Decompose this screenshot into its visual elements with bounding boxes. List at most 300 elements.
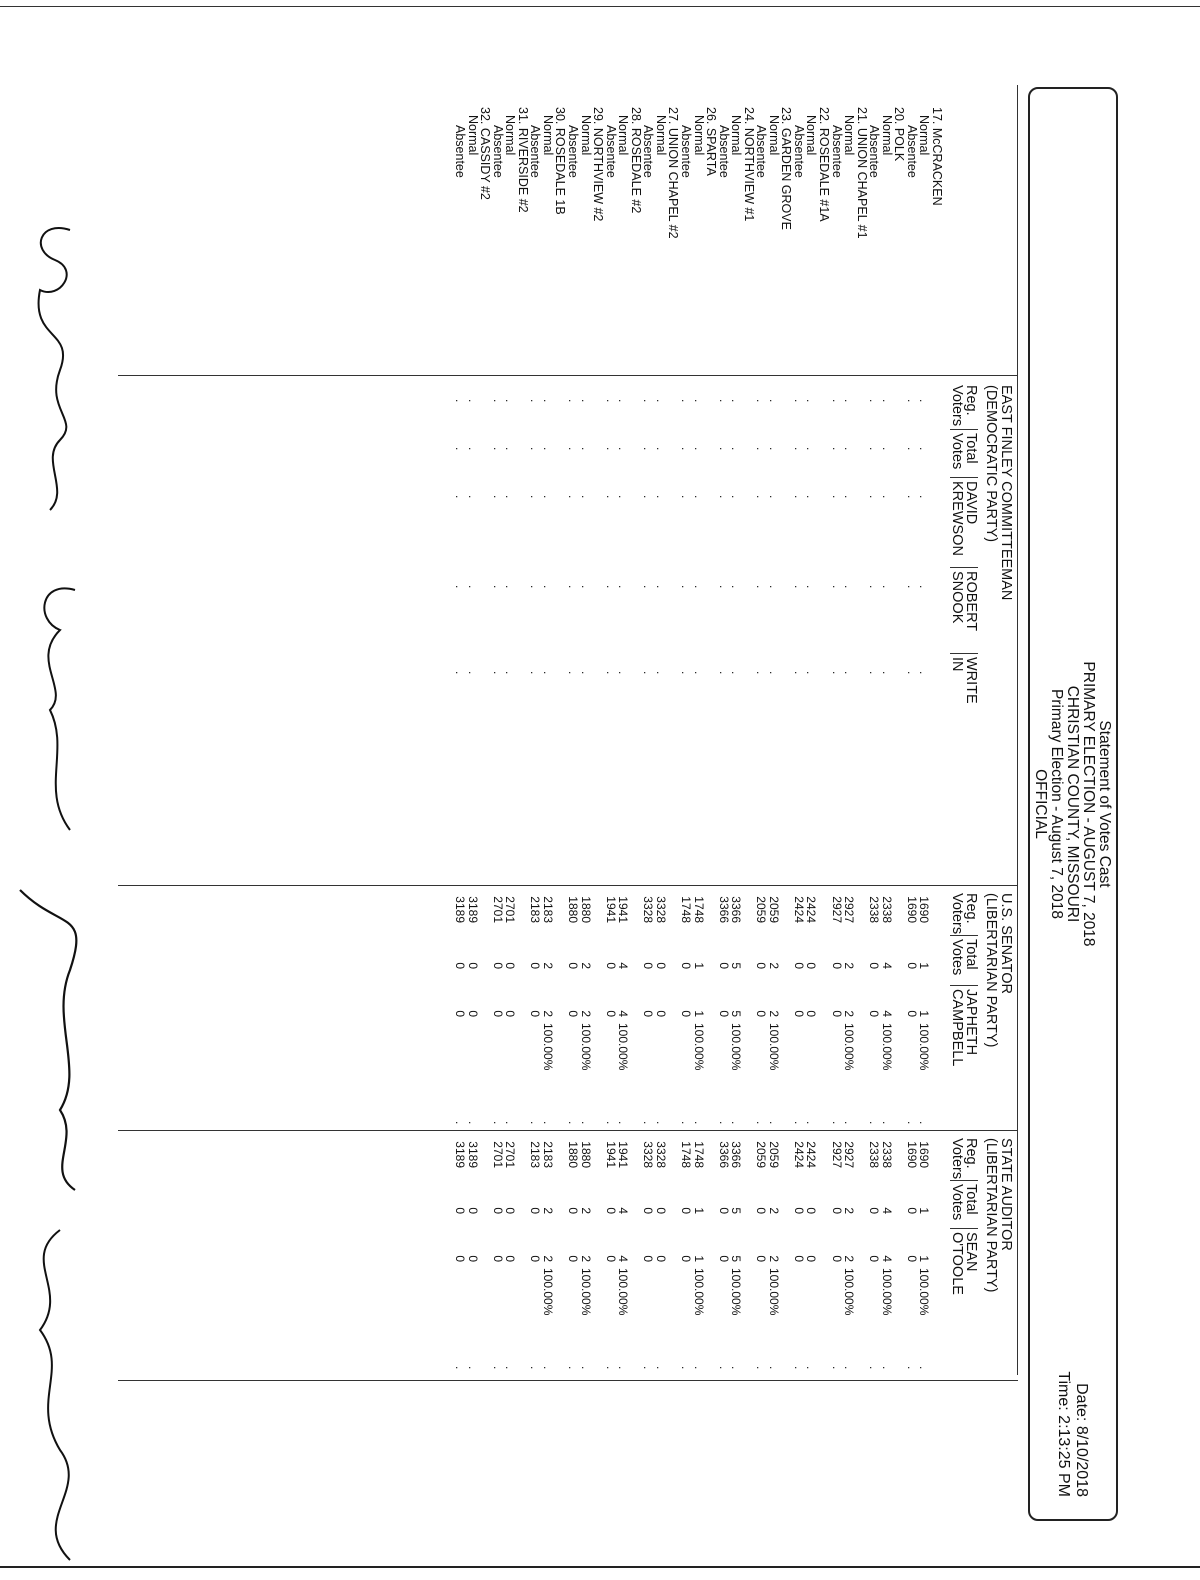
- total-votes-value: 2: [766, 1207, 781, 1214]
- empty-cell: .: [867, 399, 882, 403]
- reg-voters-value: 1880: [566, 1141, 581, 1168]
- empty-cell: .: [603, 585, 618, 589]
- candidate-votes-value: 4: [879, 1010, 894, 1017]
- empty-cell: .: [791, 447, 806, 451]
- candidate-votes-value: 0: [791, 1010, 806, 1017]
- candidate-percent-value: 100.00%: [842, 1268, 857, 1316]
- total-votes-value: 1: [691, 962, 706, 969]
- empty-cell: .: [540, 585, 555, 589]
- empty-cell: .: [603, 1121, 618, 1125]
- total-votes-value: 0: [453, 962, 468, 969]
- precinct-row-label: Normal: [578, 115, 593, 156]
- candidate-votes-value: 0: [528, 1010, 543, 1017]
- reg-voters-value: 3328: [641, 896, 656, 923]
- total-votes-value: 0: [904, 1207, 919, 1214]
- precinct-row-label: 26. SPARTA: [704, 107, 719, 176]
- column-header-bottom: IN: [949, 657, 965, 672]
- candidate-votes-value: 0: [528, 1255, 543, 1262]
- candidate-votes-value: 2: [540, 1255, 555, 1262]
- precinct-row-label: 23. GARDEN GROVE: [779, 107, 794, 230]
- precinct-row-label: Absentee: [829, 125, 844, 178]
- reg-voters-value: 3366: [729, 896, 744, 923]
- precinct-row-label: Absentee: [679, 125, 693, 178]
- column-header-top: Reg.: [963, 893, 979, 924]
- candidate-percent-value: 100.00%: [842, 1023, 857, 1071]
- empty-cell: .: [917, 399, 932, 403]
- precinct-row-label: Absentee: [566, 125, 581, 178]
- empty-cell: .: [766, 1121, 781, 1125]
- total-votes-value: 0: [603, 962, 618, 969]
- empty-cell: .: [490, 1366, 505, 1370]
- empty-cell: .: [829, 399, 844, 403]
- empty-cell: .: [904, 1366, 919, 1370]
- empty-cell: .: [842, 1366, 857, 1370]
- empty-cell: .: [716, 1366, 731, 1370]
- empty-cell: .: [829, 447, 844, 451]
- empty-cell: .: [791, 399, 806, 403]
- empty-cell: .: [917, 495, 932, 499]
- column-header-top: Total: [963, 939, 979, 970]
- empty-cell: .: [616, 399, 631, 403]
- empty-cell: .: [867, 671, 882, 675]
- total-votes-value: 1: [917, 962, 932, 969]
- candidate-percent-value: 100.00%: [766, 1268, 781, 1316]
- candidate-percent-value: 100.00%: [540, 1268, 555, 1316]
- empty-cell: .: [804, 1121, 819, 1125]
- total-votes-value: 0: [603, 1207, 618, 1214]
- total-votes-value: 1: [691, 1207, 706, 1214]
- empty-cell: .: [716, 585, 731, 589]
- reg-voters-value: 1880: [578, 896, 593, 923]
- empty-cell: .: [490, 495, 505, 499]
- column-header-bottom: CAMPBELL: [949, 989, 965, 1067]
- empty-cell: .: [867, 447, 882, 451]
- total-votes-value: 2: [540, 962, 555, 969]
- reg-voters-value: 1880: [566, 896, 581, 923]
- empty-cell: .: [879, 495, 894, 499]
- candidate-votes-value: 0: [867, 1010, 882, 1017]
- empty-cell: .: [653, 447, 668, 451]
- column-sep: [950, 477, 978, 478]
- reg-voters-value: 2059: [754, 896, 769, 923]
- precinct-row-label: Normal: [616, 115, 631, 156]
- reg-voters-value: 2701: [490, 896, 505, 923]
- total-votes-value: 0: [490, 962, 505, 969]
- candidate-votes-value: 0: [867, 1255, 882, 1262]
- empty-cell: .: [867, 585, 882, 589]
- precinct-row-label: 27. UNION CHAPEL #2: [666, 107, 681, 239]
- empty-cell: .: [879, 1366, 894, 1370]
- candidate-percent-value: 100.00%: [729, 1268, 744, 1316]
- candidate-percent-value: 100.00%: [766, 1023, 781, 1071]
- candidate-votes-value: 2: [766, 1255, 781, 1262]
- reg-voters-value: 1941: [616, 896, 631, 923]
- table-end-rule: [118, 1380, 1018, 1381]
- total-votes-value: 2: [766, 962, 781, 969]
- precinct-row-label: Absentee: [453, 125, 468, 178]
- reg-voters-value: 1880: [578, 1141, 593, 1168]
- precinct-row-label: 30. ROSEDALE 1B: [553, 107, 568, 215]
- candidate-percent-value: 100.00%: [616, 1023, 631, 1071]
- empty-cell: .: [540, 1366, 555, 1370]
- empty-cell: .: [804, 671, 819, 675]
- empty-cell: .: [829, 1366, 844, 1370]
- empty-cell: .: [453, 1121, 468, 1125]
- empty-cell: .: [716, 447, 731, 451]
- total-votes-value: 4: [879, 1207, 894, 1214]
- candidate-votes-value: 0: [904, 1255, 919, 1262]
- empty-cell: .: [679, 1121, 693, 1125]
- precinct-row-label: Absentee: [641, 125, 656, 178]
- column-sep: [950, 653, 978, 654]
- total-votes-value: 0: [804, 1207, 819, 1214]
- column-header-top: Total: [963, 1184, 979, 1215]
- candidate-votes-value: 0: [904, 1010, 919, 1017]
- empty-cell: .: [754, 495, 769, 499]
- column-sep: [950, 429, 978, 430]
- empty-cell: .: [879, 1121, 894, 1125]
- precinct-row-label: 22. ROSEDALE #1A: [817, 107, 832, 222]
- candidate-votes-value: 0: [465, 1255, 480, 1262]
- empty-cell: .: [904, 447, 919, 451]
- empty-cell: .: [917, 1121, 932, 1125]
- candidate-votes-value: 0: [653, 1255, 668, 1262]
- empty-cell: .: [528, 495, 543, 499]
- precinct-row-label: Normal: [503, 115, 518, 156]
- empty-cell: .: [791, 495, 806, 499]
- empty-cell: .: [867, 1121, 882, 1125]
- empty-cell: .: [641, 447, 656, 451]
- reg-voters-value: 1748: [691, 1141, 706, 1168]
- empty-cell: .: [578, 1366, 593, 1370]
- scan-edge-top: [0, 6, 1200, 7]
- reg-voters-value: 2183: [528, 896, 543, 923]
- total-votes-value: 0: [716, 1207, 731, 1214]
- total-votes-value: 0: [679, 962, 693, 969]
- candidate-votes-value: 0: [829, 1010, 844, 1017]
- empty-cell: .: [641, 1121, 656, 1125]
- candidate-votes-value: 2: [766, 1010, 781, 1017]
- empty-cell: .: [716, 671, 731, 675]
- empty-cell: .: [653, 585, 668, 589]
- reg-voters-value: 2183: [528, 1141, 543, 1168]
- total-votes-value: 0: [829, 962, 844, 969]
- empty-cell: .: [603, 671, 618, 675]
- empty-cell: .: [691, 671, 706, 675]
- report-title: Statement of Votes Cast: [1096, 720, 1113, 888]
- reg-voters-value: 1748: [691, 896, 706, 923]
- total-votes-value: 0: [641, 962, 656, 969]
- empty-cell: .: [766, 585, 781, 589]
- candidate-votes-value: 0: [566, 1255, 581, 1262]
- empty-cell: .: [653, 671, 668, 675]
- empty-cell: .: [616, 1121, 631, 1125]
- candidate-percent-value: 100.00%: [729, 1023, 744, 1071]
- column-header-top: ROBERT: [963, 571, 979, 632]
- empty-cell: .: [465, 585, 480, 589]
- empty-cell: .: [641, 495, 656, 499]
- empty-cell: .: [616, 671, 631, 675]
- empty-cell: .: [766, 447, 781, 451]
- candidate-votes-value: 0: [490, 1255, 505, 1262]
- empty-cell: .: [917, 1366, 932, 1370]
- precinct-row-label: Absentee: [528, 125, 543, 178]
- total-votes-value: 0: [528, 1207, 543, 1214]
- total-votes-value: 0: [641, 1207, 656, 1214]
- total-votes-value: 0: [867, 962, 882, 969]
- report-date: Date: 8/10/2018: [1073, 1383, 1090, 1497]
- total-votes-value: 4: [879, 962, 894, 969]
- candidate-percent-value: 100.00%: [616, 1268, 631, 1316]
- candidate-votes-value: 2: [540, 1010, 555, 1017]
- column-sep: [950, 985, 978, 986]
- total-votes-value: 4: [616, 1207, 631, 1214]
- total-votes-value: 0: [791, 1207, 806, 1214]
- column-header-bottom: Votes: [949, 939, 965, 976]
- empty-cell: .: [766, 1366, 781, 1370]
- empty-cell: .: [879, 399, 894, 403]
- empty-cell: .: [453, 671, 468, 675]
- reg-voters-value: 3366: [716, 896, 731, 923]
- empty-cell: .: [804, 1366, 819, 1370]
- empty-cell: .: [578, 671, 593, 675]
- precinct-row-label: Absentee: [791, 125, 806, 178]
- precinct-row-label: 21. UNION CHAPEL #1: [854, 107, 869, 239]
- empty-cell: .: [691, 585, 706, 589]
- reg-voters-value: 2059: [754, 1141, 769, 1168]
- empty-cell: .: [904, 495, 919, 499]
- candidate-votes-value: 4: [879, 1255, 894, 1262]
- empty-cell: .: [528, 399, 543, 403]
- candidate-votes-value: 0: [679, 1010, 693, 1017]
- total-votes-value: 0: [490, 1207, 505, 1214]
- empty-cell: .: [729, 585, 744, 589]
- candidate-percent-value: 100.00%: [917, 1023, 932, 1071]
- empty-cell: .: [653, 399, 668, 403]
- empty-cell: .: [766, 495, 781, 499]
- empty-cell: .: [679, 399, 693, 403]
- empty-cell: .: [829, 671, 844, 675]
- reg-voters-value: 1941: [616, 1141, 631, 1168]
- candidate-votes-value: 2: [578, 1255, 593, 1262]
- precinct-row-label: 31. RIVERSIDE #2: [515, 107, 530, 213]
- empty-cell: .: [616, 585, 631, 589]
- precinct-row-label: Absentee: [716, 125, 731, 178]
- empty-cell: .: [691, 495, 706, 499]
- report-sheet: [58, 85, 1118, 1497]
- empty-cell: .: [842, 671, 857, 675]
- empty-cell: .: [465, 447, 480, 451]
- reg-voters-value: 1690: [917, 1141, 932, 1168]
- reg-voters-value: 2701: [490, 1141, 505, 1168]
- empty-cell: .: [465, 399, 480, 403]
- county-name: CHRISTIAN COUNTY, MISSOURI: [1064, 685, 1081, 923]
- empty-cell: .: [867, 495, 882, 499]
- empty-cell: .: [879, 585, 894, 589]
- empty-cell: .: [754, 585, 769, 589]
- empty-cell: .: [453, 1366, 468, 1370]
- empty-cell: .: [829, 495, 844, 499]
- column-header-bottom: O'TOOLE: [949, 1232, 965, 1295]
- empty-cell: .: [829, 585, 844, 589]
- official-label: OFFICIAL: [1032, 769, 1049, 839]
- empty-cell: .: [729, 671, 744, 675]
- reg-voters-value: 2701: [503, 896, 518, 923]
- signatures: [0, 190, 100, 1580]
- empty-cell: .: [566, 671, 581, 675]
- total-votes-value: 0: [867, 1207, 882, 1214]
- total-votes-value: 2: [842, 1207, 857, 1214]
- total-votes-value: 5: [729, 1207, 744, 1214]
- candidate-votes-value: 2: [842, 1010, 857, 1017]
- precinct-row-label: Normal: [842, 115, 857, 156]
- empty-cell: .: [603, 447, 618, 451]
- empty-cell: .: [528, 447, 543, 451]
- column-header-top: Reg.: [963, 1138, 979, 1169]
- empty-cell: .: [566, 585, 581, 589]
- precinct-row-label: 20. POLK: [892, 107, 907, 162]
- total-votes-value: 0: [754, 1207, 769, 1214]
- empty-cell: .: [904, 585, 919, 589]
- empty-cell: .: [716, 399, 731, 403]
- column-header-bottom: Voters: [949, 893, 965, 935]
- race-party: (DEMOCRATIC PARTY): [983, 385, 999, 543]
- reg-voters-value: 2059: [766, 896, 781, 923]
- precinct-row-label: Normal: [879, 115, 894, 156]
- precinct-row-label: 28. ROSEDALE #2: [628, 107, 643, 214]
- election-subtitle: Primary Election - August 7, 2018: [1048, 688, 1065, 920]
- empty-cell: .: [490, 447, 505, 451]
- empty-cell: .: [729, 447, 744, 451]
- empty-cell: .: [578, 447, 593, 451]
- empty-cell: .: [691, 447, 706, 451]
- column-header-top: WRITE: [963, 657, 979, 704]
- empty-cell: .: [766, 671, 781, 675]
- candidate-votes-value: 0: [465, 1010, 480, 1017]
- reg-voters-value: 2927: [829, 896, 844, 923]
- empty-cell: .: [453, 399, 468, 403]
- report-header-box: [1028, 87, 1118, 1521]
- empty-cell: .: [503, 399, 518, 403]
- candidate-votes-value: 0: [453, 1255, 468, 1262]
- column-header-top: Reg.: [963, 385, 979, 416]
- empty-cell: .: [528, 671, 543, 675]
- precinct-row-label: Normal: [917, 115, 932, 156]
- empty-cell: .: [879, 671, 894, 675]
- empty-cell: .: [754, 1121, 769, 1125]
- signature-2: [44, 588, 75, 830]
- empty-cell: .: [540, 495, 555, 499]
- candidate-votes-value: 0: [791, 1255, 806, 1262]
- empty-cell: .: [566, 447, 581, 451]
- empty-cell: .: [766, 399, 781, 403]
- total-votes-value: 5: [729, 962, 744, 969]
- empty-cell: .: [603, 1366, 618, 1370]
- reg-voters-value: 1941: [603, 1141, 618, 1168]
- candidate-percent-value: 100.00%: [691, 1023, 706, 1071]
- candidate-votes-value: 5: [729, 1010, 744, 1017]
- candidate-votes-value: 0: [804, 1255, 819, 1262]
- reg-voters-value: 2927: [842, 1141, 857, 1168]
- race-title: STATE AUDITOR: [998, 1138, 1014, 1251]
- reg-voters-value: 2338: [879, 896, 894, 923]
- empty-cell: .: [566, 399, 581, 403]
- empty-cell: .: [566, 1121, 581, 1125]
- candidate-votes-value: 0: [754, 1255, 769, 1262]
- empty-cell: .: [804, 495, 819, 499]
- empty-cell: .: [641, 585, 656, 589]
- total-votes-value: 2: [578, 1207, 593, 1214]
- empty-cell: .: [879, 447, 894, 451]
- empty-cell: .: [578, 399, 593, 403]
- precinct-row-label: Normal: [540, 115, 555, 156]
- empty-cell: .: [528, 585, 543, 589]
- race-party: (LIBERTARIAN PARTY): [983, 1138, 999, 1293]
- column-header-top: DAVID: [963, 481, 979, 525]
- empty-cell: .: [653, 1366, 668, 1370]
- race-party: (LIBERTARIAN PARTY): [983, 893, 999, 1048]
- signature-1: [39, 228, 70, 510]
- empty-cell: .: [867, 1366, 882, 1370]
- precinct-row-label: Normal: [804, 115, 819, 156]
- reg-voters-value: 3328: [653, 1141, 668, 1168]
- precinct-row-label: Absentee: [904, 125, 919, 178]
- empty-cell: .: [729, 1366, 744, 1370]
- candidate-percent-value: 100.00%: [879, 1023, 894, 1071]
- reg-voters-value: 2701: [503, 1141, 518, 1168]
- candidate-votes-value: 0: [804, 1010, 819, 1017]
- candidate-votes-value: 0: [653, 1010, 668, 1017]
- race-title: U.S. SENATOR: [998, 893, 1014, 994]
- precinct-row-label: Absentee: [603, 125, 618, 178]
- candidate-votes-value: 0: [453, 1010, 468, 1017]
- reg-voters-value: 2424: [791, 1141, 806, 1168]
- total-votes-value: 0: [566, 962, 581, 969]
- race-title: EAST FINLEY COMMITTEEMAN: [998, 385, 1014, 601]
- empty-cell: .: [691, 399, 706, 403]
- reg-voters-value: 1690: [917, 896, 932, 923]
- empty-cell: .: [679, 585, 693, 589]
- reg-voters-value: 2927: [842, 896, 857, 923]
- reg-voters-value: 3366: [716, 1141, 731, 1168]
- empty-cell: .: [679, 447, 693, 451]
- total-votes-value: 0: [904, 962, 919, 969]
- empty-cell: .: [578, 1121, 593, 1125]
- empty-cell: .: [603, 495, 618, 499]
- reg-voters-value: 3189: [465, 896, 480, 923]
- candidate-votes-value: 5: [729, 1255, 744, 1262]
- report-time: Time: 2:13:25 PM: [1055, 1371, 1072, 1497]
- precinct-row-label: 32. CASSIDY #2: [478, 107, 493, 200]
- candidate-percent-value: 100.00%: [917, 1268, 932, 1316]
- empty-cell: .: [465, 1121, 480, 1125]
- empty-cell: .: [679, 671, 693, 675]
- reg-voters-value: 2059: [766, 1141, 781, 1168]
- reg-voters-value: 3189: [453, 1141, 468, 1168]
- empty-cell: .: [578, 585, 593, 589]
- empty-cell: .: [453, 585, 468, 589]
- reg-voters-value: 1941: [603, 896, 618, 923]
- empty-cell: .: [842, 495, 857, 499]
- empty-cell: .: [754, 447, 769, 451]
- reg-voters-value: 3366: [729, 1141, 744, 1168]
- total-votes-value: 2: [540, 1207, 555, 1214]
- column-header-bottom: KREWSON: [949, 481, 965, 556]
- candidate-votes-value: 0: [490, 1010, 505, 1017]
- precinct-row-label: Normal: [729, 115, 744, 156]
- total-votes-value: 0: [465, 962, 480, 969]
- candidate-votes-value: 1: [691, 1255, 706, 1262]
